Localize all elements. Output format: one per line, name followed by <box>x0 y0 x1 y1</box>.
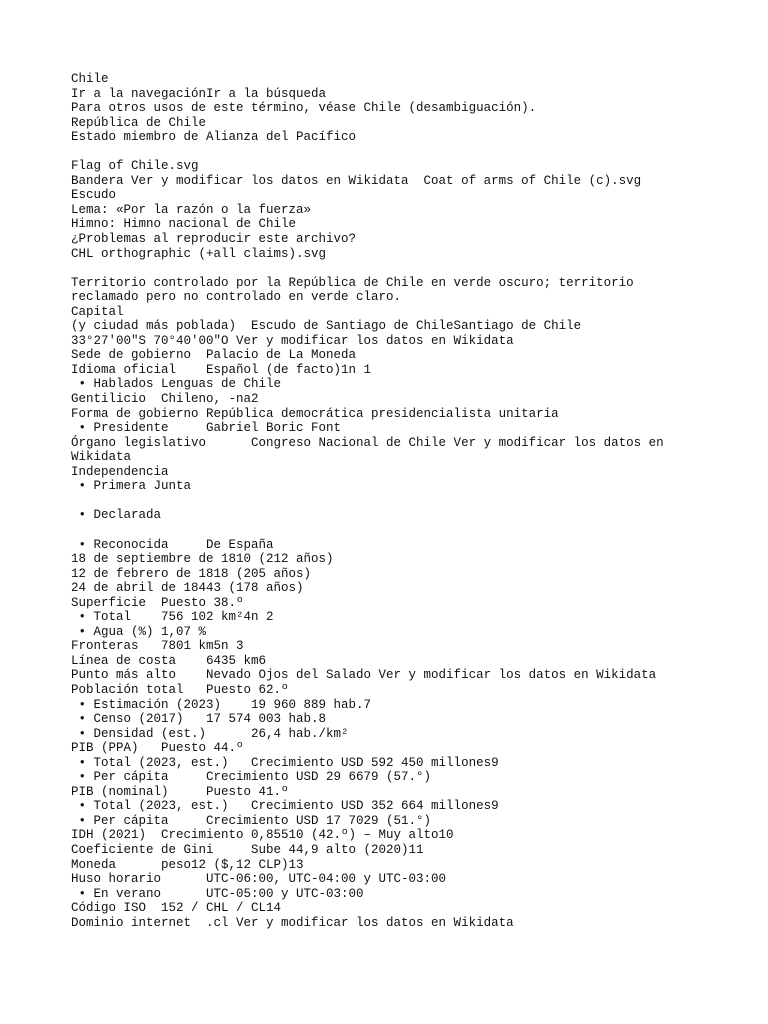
text-line: • Declarada <box>71 508 162 523</box>
text-line: • Per cápita Crecimiento USD 17 7029 (51.°) <box>71 813 432 828</box>
text-line: Lema: «Por la razón o la fuerza» <box>71 202 312 217</box>
text-line: Idioma oficial Español (de facto)1n 1 <box>71 362 372 377</box>
text-line: Moneda peso12 ($,12 CLP)13 <box>71 857 304 872</box>
text-line: • Per cápita Crecimiento USD 29 6679 (57.°) <box>71 770 432 785</box>
text-line: Línea de costa 6435 km6 <box>71 653 267 668</box>
text-line: IDH (2021) Crecimiento 0,85510 (42.º) – Muy alto10 <box>71 828 454 843</box>
text-line: • Primera Junta <box>71 479 192 494</box>
text-line <box>71 523 691 538</box>
text-line: • Densidad (est.) 26,4 hab./km² <box>71 726 349 741</box>
text-line: Órgano legislativo Congreso Nacional de Chile Ver y modificar los datos en <box>71 435 664 450</box>
text-line: Estado miembro de Alianza del Pacífico <box>71 130 357 145</box>
text-line: República de Chile <box>71 115 207 130</box>
text-line: 18 de septiembre de 1810 (212 años) <box>71 552 334 567</box>
text-line: • Estimación (2023) 19 960 889 hab.7 <box>71 697 372 712</box>
text-line: 12 de febrero de 1818 (205 años) <box>71 566 312 581</box>
text-line: Chile <box>71 72 109 86</box>
text-line: PIB (PPA) Puesto 44.º <box>71 741 244 756</box>
text-line: CHL orthographic (+all claims).svg <box>71 246 327 261</box>
text-line: Gentilicio Chileno, -na2 <box>71 392 259 407</box>
text-line: Ir a la navegaciónIr a la búsqueda <box>71 86 327 101</box>
text-line: (y ciudad más poblada) Escudo de Santiago de ChileSantiago de Chile <box>71 319 582 334</box>
text-line: • Agua (%) 1,07 % <box>71 624 207 639</box>
text-line: Superficie Puesto 38.º <box>71 595 244 610</box>
text-line: • Hablados Lenguas de Chile <box>71 377 282 392</box>
text-line: • Presidente Gabriel Boric Font <box>71 421 342 436</box>
text-line: Territorio controlado por la República de Chile en verde oscuro; territorio <box>71 275 634 290</box>
text-line: • En verano UTC-05:00 y UTC-03:00 <box>71 886 364 901</box>
text-line: Población total Puesto 62.º <box>71 682 289 697</box>
text-line: Bandera Ver y modificar los datos en Wikidata Coat of arms of Chile (c).svg <box>71 173 642 188</box>
text-line <box>71 145 691 160</box>
text-line: Coeficiente de Gini Sube 44,9 alto (2020)11 <box>71 842 424 857</box>
text-line: Dominio internet .cl Ver y modificar los datos en Wikidata <box>71 915 514 930</box>
text-line: PIB (nominal) Puesto 41.º <box>71 784 289 799</box>
text-line: Independencia <box>71 464 169 479</box>
text-line: ¿Problemas al reproducir este archivo? <box>71 232 357 247</box>
text-line: • Reconocida De España <box>71 537 274 552</box>
text-line: Capital <box>71 304 124 319</box>
text-line: Fronteras 7801 km5n 3 <box>71 639 244 654</box>
text-line: • Total (2023, est.) Crecimiento USD 592 450 millones9 <box>71 755 499 770</box>
text-line: Para otros usos de este término, véase Chile (desambiguación). <box>71 101 537 116</box>
text-line <box>71 494 691 509</box>
text-line: Flag of Chile.svg <box>71 159 199 174</box>
text-line: Punto más alto Nevado Ojos del Salado Ver y modificar los datos en Wikidata <box>71 668 657 683</box>
document-body <box>71 72 691 930</box>
text-line: Código ISO 152 / CHL / CL14 <box>71 901 282 916</box>
text-line: Huso horario UTC-06:00, UTC-04:00 y UTC-03:00 <box>71 872 447 887</box>
text-line: • Censo (2017) 17 574 003 hab.8 <box>71 712 327 727</box>
text-line: Forma de gobierno República democrática presidencialista unitaria <box>71 406 559 421</box>
text-line: • Total 756 102 km²4n 2 <box>71 610 274 625</box>
text-line: Sede de gobierno Palacio de La Moneda <box>71 348 357 363</box>
text-line: 24 de abril de 18443 (178 años) <box>71 581 304 596</box>
text-line: Himno: Himno nacional de Chile <box>71 217 297 232</box>
text-line: reclamado pero no controlado en verde claro. <box>71 290 402 305</box>
text-line <box>71 261 691 276</box>
text-line: 33°27'00"S 70°40'00"O Ver y modificar los datos en Wikidata <box>71 333 514 348</box>
text-line: • Total (2023, est.) Crecimiento USD 352 664 millones9 <box>71 799 499 814</box>
text-line: Escudo <box>71 188 117 203</box>
text-line: Wikidata <box>71 450 132 465</box>
